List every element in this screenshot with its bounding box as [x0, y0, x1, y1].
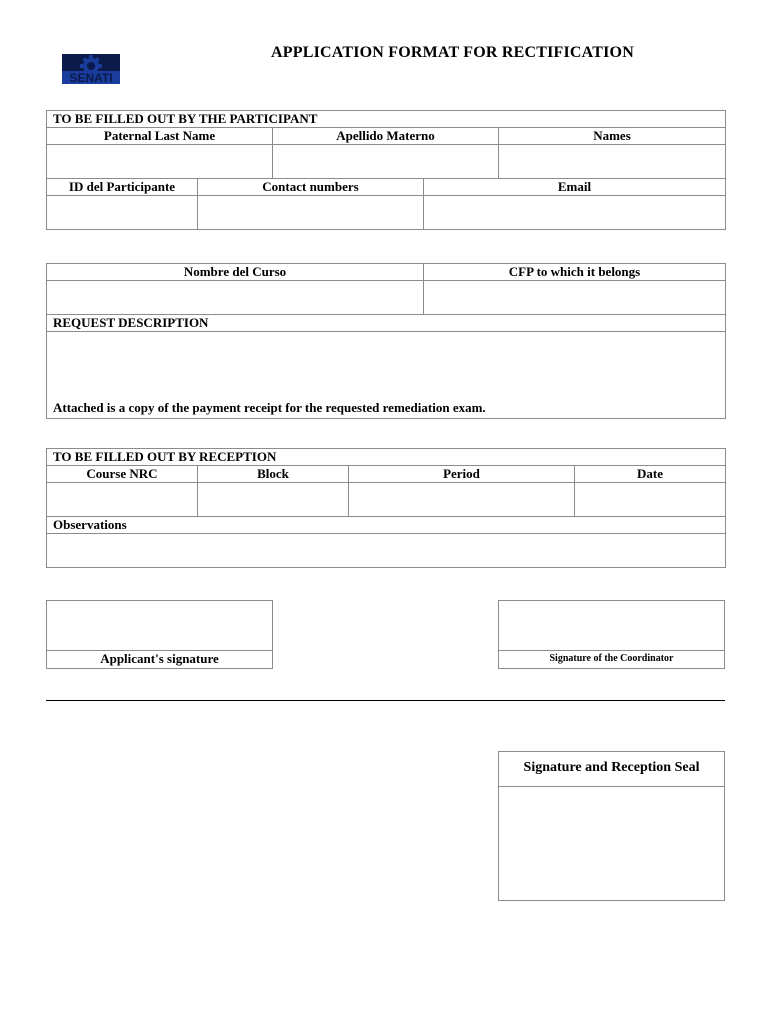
reception-section — [46, 448, 726, 568]
senati-logo — [62, 54, 120, 84]
paternal-last-name-field[interactable] — [47, 145, 273, 179]
contact-numbers-field[interactable] — [198, 196, 424, 230]
contact-numbers-label: Contact numbers — [198, 179, 424, 196]
names-field[interactable] — [499, 145, 726, 179]
course-name-field[interactable] — [47, 281, 424, 315]
course-nrc-field[interactable] — [47, 483, 198, 517]
page-title: APPLICATION FORMAT FOR RECTIFICATION — [271, 44, 634, 61]
reception-section-title: TO BE FILLED OUT BY RECEPTION — [47, 449, 726, 466]
reception-seal-label: Signature and Reception Seal — [499, 752, 724, 787]
coordinator-signature-box[interactable] — [498, 600, 725, 669]
block-field[interactable] — [198, 483, 349, 517]
gear-icon — [62, 54, 120, 84]
date-label: Date — [575, 466, 726, 483]
maternal-last-name-field[interactable] — [273, 145, 499, 179]
applicant-signature-box[interactable] — [46, 600, 273, 669]
names-label: Names — [499, 128, 726, 145]
participant-section-title: TO BE FILLED OUT BY THE PARTICIPANT — [47, 111, 726, 128]
email-field[interactable] — [424, 196, 726, 230]
request-description-field[interactable] — [47, 332, 726, 419]
participant-id-label: ID del Participante — [47, 179, 198, 196]
coordinator-signature-label: Signature of the Coordinator — [499, 650, 724, 668]
course-name-label: Nombre del Curso — [47, 264, 424, 281]
email-label: Email — [424, 179, 726, 196]
date-field[interactable] — [575, 483, 726, 517]
cfp-label: CFP to which it belongs — [424, 264, 726, 281]
reception-seal-box[interactable] — [498, 751, 725, 901]
period-label: Period — [349, 466, 575, 483]
divider-line — [46, 700, 725, 701]
request-description-title: REQUEST DESCRIPTION — [47, 315, 726, 332]
course-section — [46, 263, 726, 419]
block-label: Block — [198, 466, 349, 483]
participant-id-field[interactable] — [47, 196, 198, 230]
observations-field[interactable] — [47, 534, 726, 568]
cfp-field[interactable] — [424, 281, 726, 315]
observations-label: Observations — [47, 517, 726, 534]
maternal-last-name-label: Apellido Materno — [273, 128, 499, 145]
period-field[interactable] — [349, 483, 575, 517]
applicant-signature-label: Applicant's signature — [47, 650, 272, 668]
participant-section — [46, 110, 726, 230]
logo-text: SENATI — [69, 71, 113, 84]
paternal-last-name-label: Paternal Last Name — [47, 128, 273, 145]
course-nrc-label: Course NRC — [47, 466, 198, 483]
attached-note: Attached is a copy of the payment receipt for the requested remediation exam. — [53, 400, 486, 415]
